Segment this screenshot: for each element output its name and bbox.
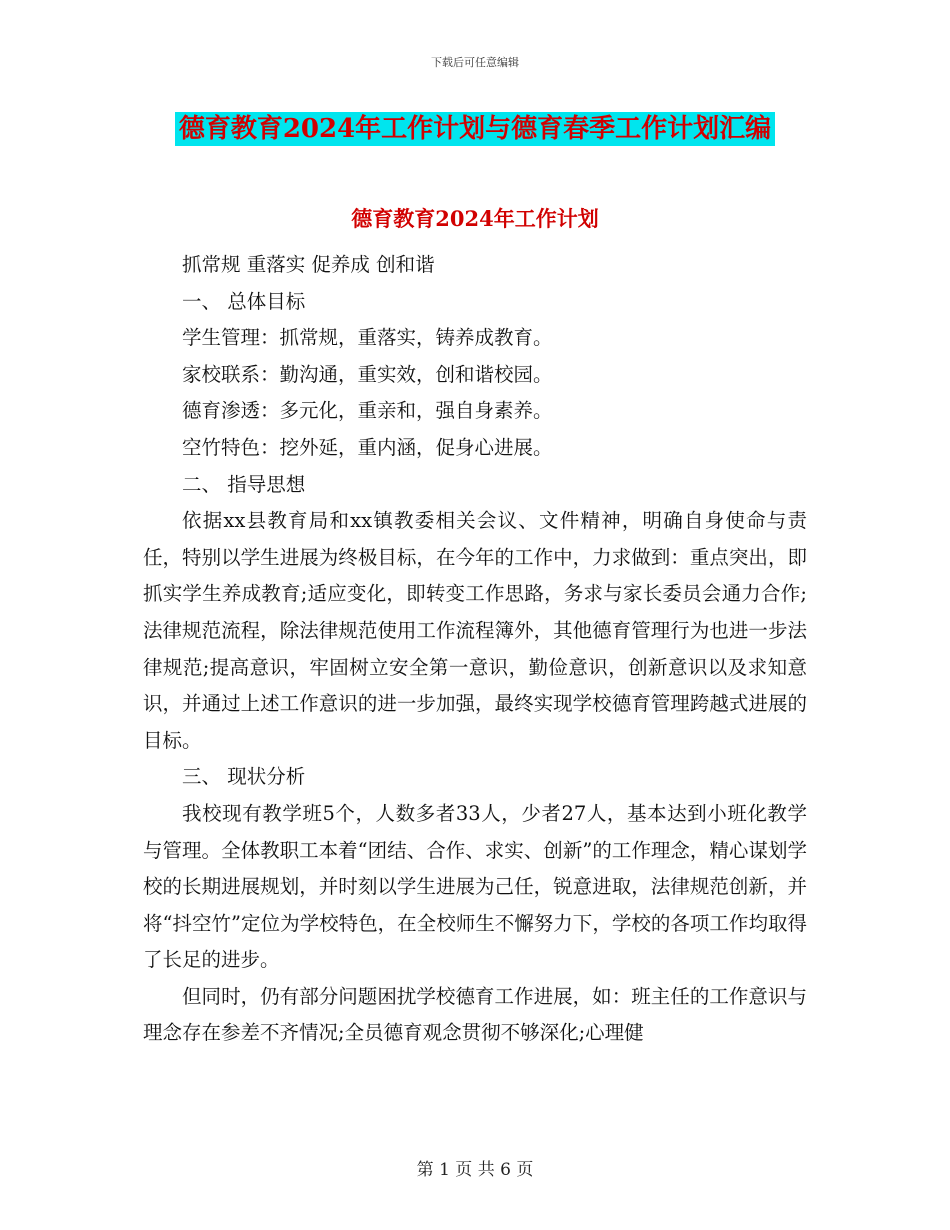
paragraph-status-analysis-1: 我校现有教学班5个，人数多者33人，少者27人，基本达到小班化教学与管理。全体教职工本着“团结、合作、求实、创新”的工作理念，精心谋划学校的长期进展规划，并时刻以学生进展为己任，锐意进取，法律规范创新，并将“抖空竹”定位为学校特色，在全校师生不懈努力下，学校的各项工作均取得了长足的进步。 [143,801,807,972]
page-number: 第 1 页 共 6 页 [416,1160,534,1180]
goal-home-school: 家校联系：勤沟通，重实效，创和谐校园。 [182,362,553,386]
sub-title: 德育教育2024年工作计划 [351,206,599,231]
page-header-note: 下载后可任意编辑 [431,56,519,69]
paragraph-status-analysis-2: 但同时，仍有部分问题困扰学校德育工作进展，如：班主任的工作意识与理念存在参差不齐情况;全员德育观念贯彻不够深化;心理健 [143,984,807,1045]
motto: 抓常规 重落实 促养成 创和谐 [182,253,435,276]
document-body [143,247,807,1052]
main-title: 德育教育2024年工作计划与德育春季工作计划汇编 [175,112,775,146]
goal-diabolo-feature: 空竹特色：挖外延，重内涵，促身心进展。 [182,435,553,459]
goal-student-management: 学生管理：抓常规，重落实，铸养成教育。 [182,326,553,350]
section-heading-overall-goals: 一、 总体目标 [182,289,306,313]
section-heading-status-analysis: 三、 现状分析 [182,765,306,789]
goal-moral-education: 德育渗透：多元化，重亲和，强自身素养。 [182,399,553,423]
main-title-container [0,112,950,146]
section-heading-guiding-ideology: 二、 指导思想 [182,472,306,496]
paragraph-guiding-ideology: 依据xx县教育局和xx镇教委相关会议、文件精神，明确自身使命与责任，特别以学生进展为终极目标，在今年的工作中，力求做到：重点突出，即抓实学生养成教育;适应变化，即转变工作思路，务求与家长委员会通力合作;法律规范流程，除法律规范使用工作流程簿外，其他德育管理行为也进一步法律规范;提高意识，牢固树立安全第一意识，勤俭意识，创新意识以及求知意识，并通过上述工作意识的进一步加强，最终实现学校德育管理跨越式进展的目标。 [143,509,807,752]
